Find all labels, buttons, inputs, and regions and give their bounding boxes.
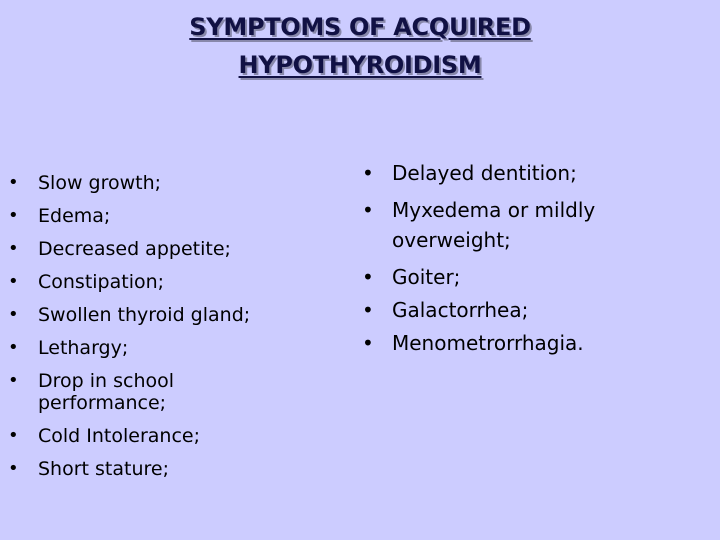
list-item — [362, 328, 692, 358]
bullet-icon: • — [8, 304, 19, 325]
list-item-text: Lethargy; — [38, 337, 129, 359]
bullet-icon: • — [8, 458, 19, 479]
list-item-text: Menometrorrhagia. — [392, 331, 584, 355]
bullet-icon: • — [8, 370, 19, 391]
list-item — [362, 195, 692, 255]
list-item — [8, 172, 328, 194]
bullet-icon: • — [8, 271, 19, 292]
list-item-text: Myxedema or mildly overweight; — [392, 198, 596, 252]
list-item — [8, 337, 328, 359]
list-item — [362, 295, 692, 325]
list-item-text: Constipation; — [38, 271, 165, 293]
list-item-text: Short stature; — [38, 458, 169, 480]
slide-title — [60, 8, 660, 84]
bullet-icon: • — [8, 238, 19, 259]
bullet-icon: • — [8, 425, 19, 446]
list-item — [8, 425, 328, 447]
list-item-text: Goiter; — [392, 265, 461, 289]
list-item-text: Swollen thyroid gland; — [38, 304, 251, 326]
list-item-text: Decreased appetite; — [38, 238, 231, 260]
list-item-text: Cold Intolerance; — [38, 425, 200, 447]
list-item — [8, 271, 328, 293]
bullet-icon: • — [8, 205, 19, 226]
list-item-text: Slow growth; — [38, 172, 162, 194]
list-item — [8, 238, 328, 260]
list-item — [8, 205, 328, 227]
list-item — [8, 458, 328, 480]
list-item-text: Galactorrhea; — [392, 298, 529, 322]
list-item-text: Edema; — [38, 205, 111, 227]
left-symptom-list — [8, 172, 328, 491]
list-item — [8, 370, 328, 414]
right-symptom-list — [362, 158, 692, 361]
bullet-icon: • — [8, 172, 19, 193]
bullet-icon: • — [362, 161, 374, 185]
bullet-icon: • — [8, 337, 19, 358]
list-item-text: Delayed dentition; — [392, 161, 577, 185]
list-item-text: Drop in school performance; — [38, 370, 175, 414]
list-item — [362, 262, 692, 292]
bullet-icon: • — [362, 198, 374, 222]
bullet-icon: • — [362, 265, 374, 289]
slide-title-line-2: HYPOTHYROIDISM — [238, 51, 482, 79]
bullet-icon: • — [362, 331, 374, 355]
slide-title-line-1: SYMPTOMS OF ACQUIRED — [189, 13, 531, 41]
list-item — [362, 158, 692, 188]
list-item — [8, 304, 328, 326]
bullet-icon: • — [362, 298, 374, 322]
